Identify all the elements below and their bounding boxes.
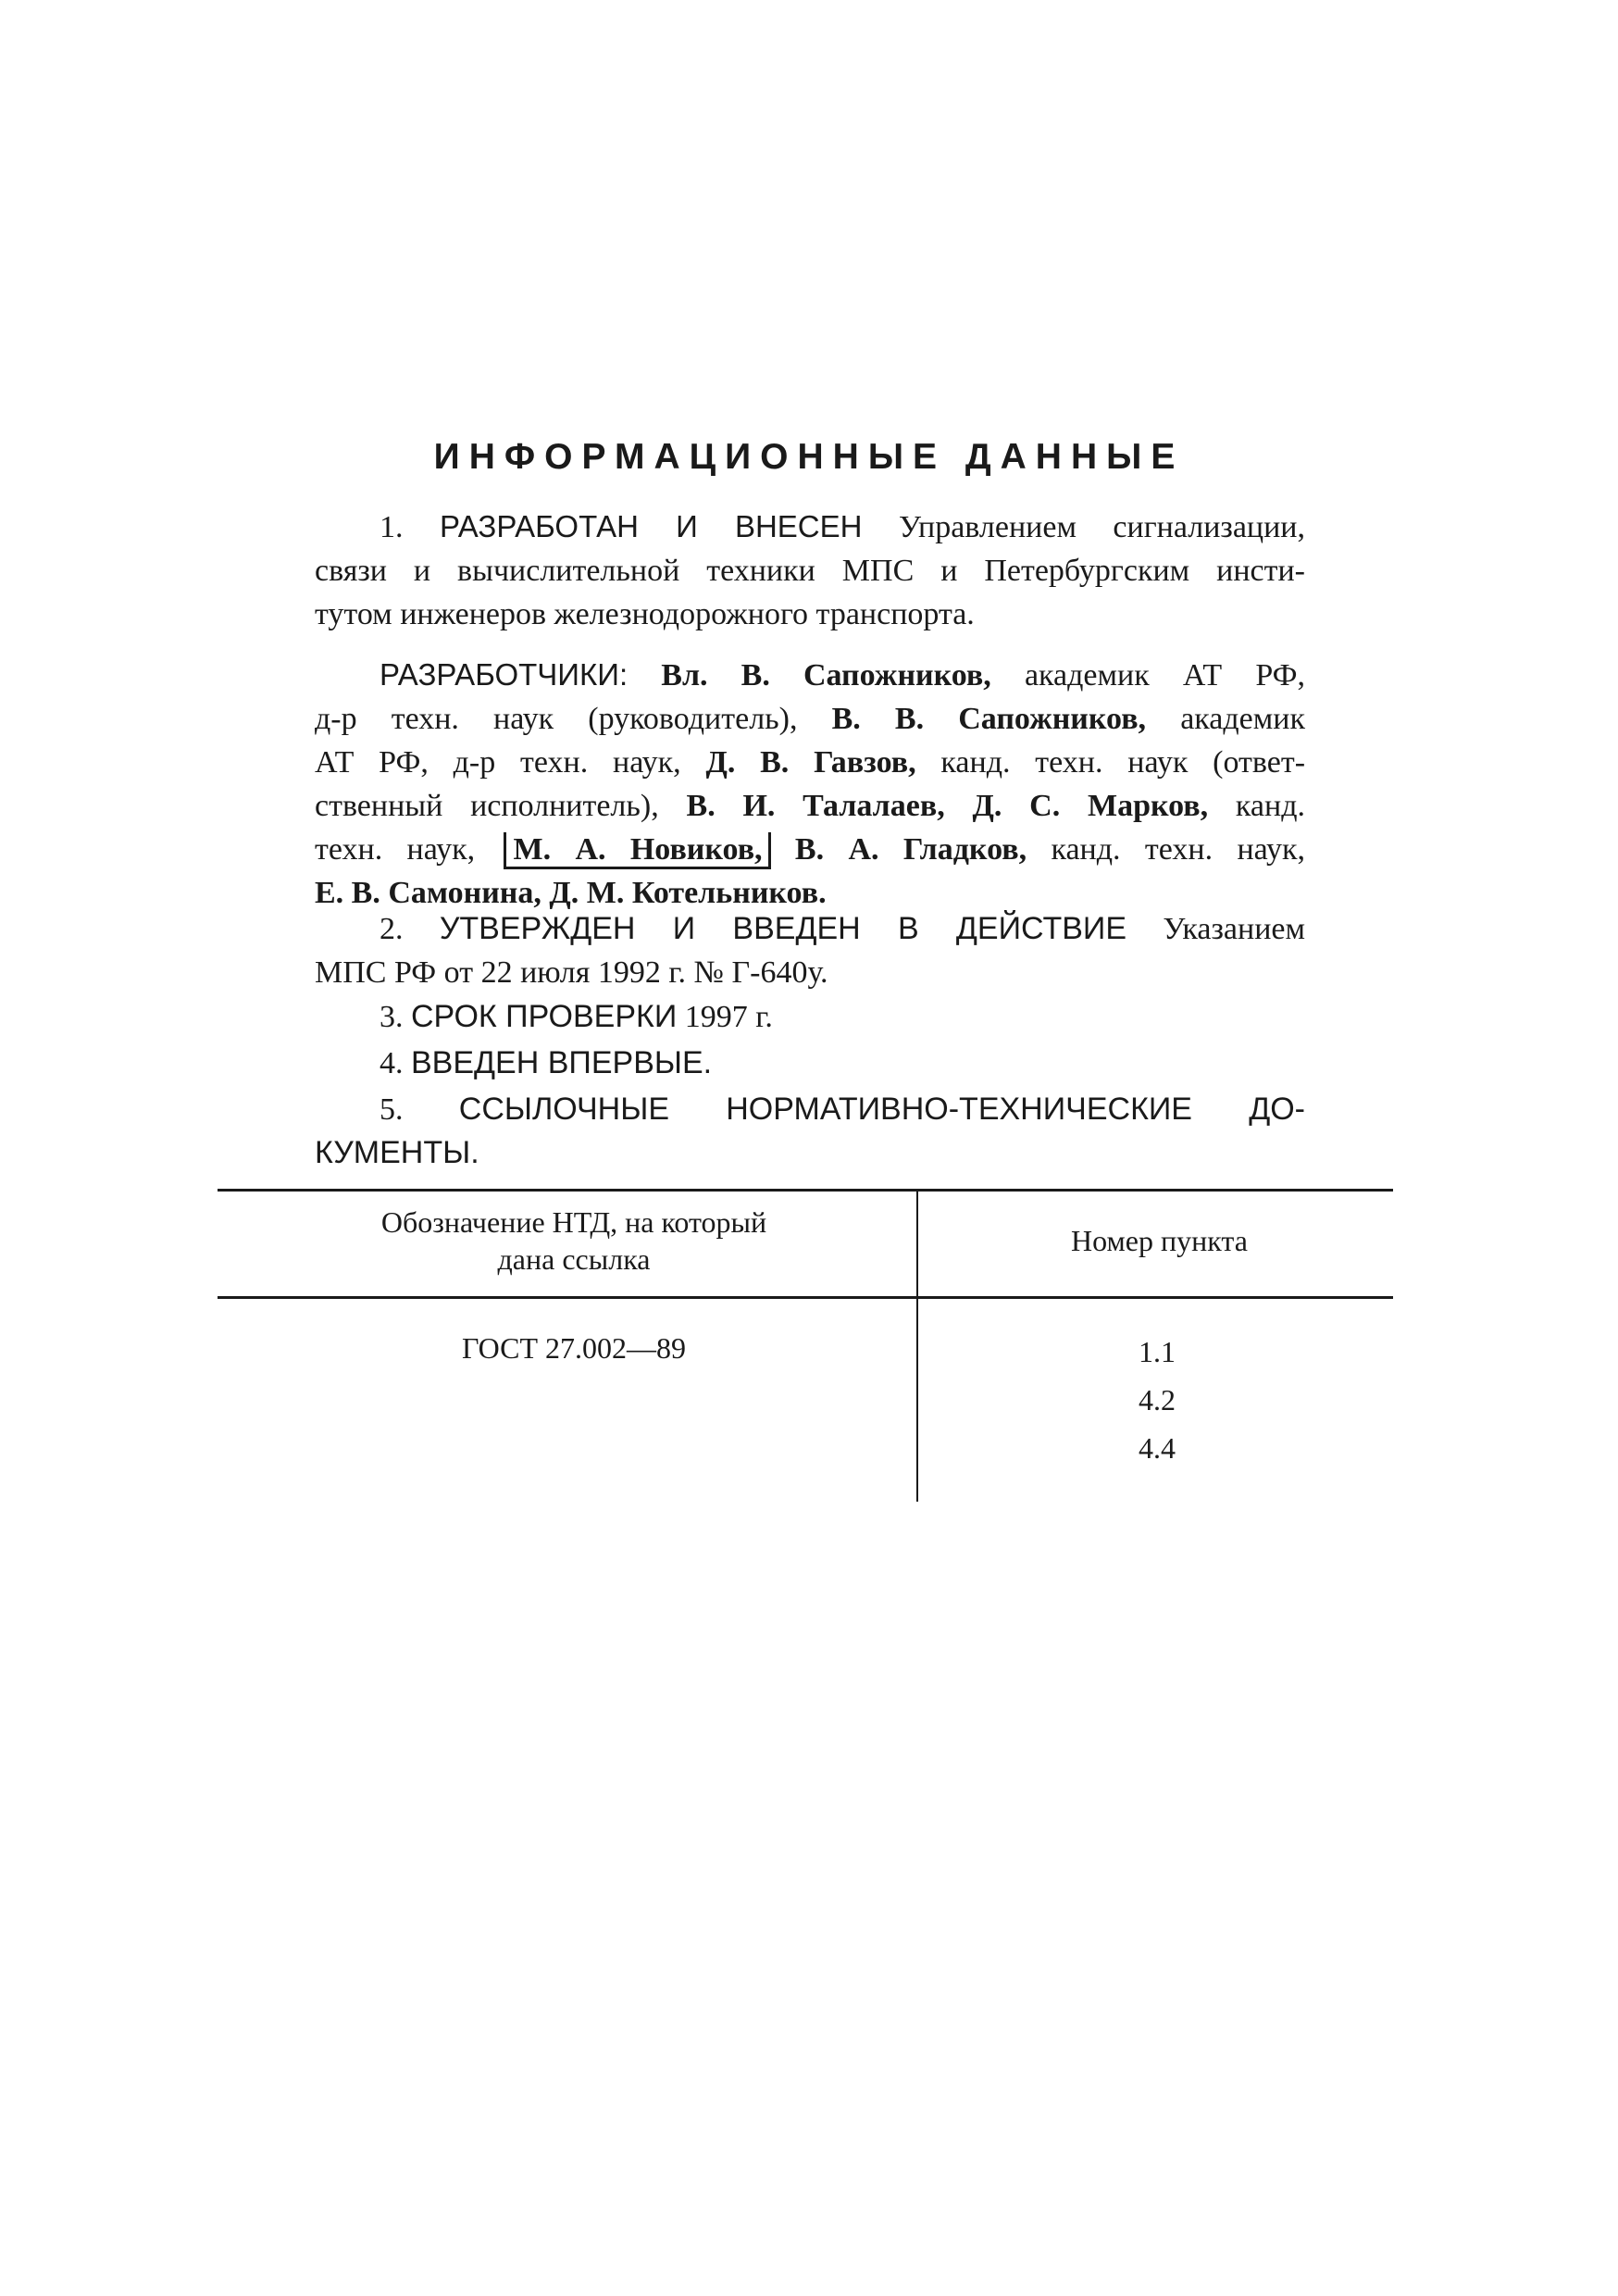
section-number: 5. bbox=[380, 1092, 404, 1127]
section-5 bbox=[315, 1088, 1305, 1175]
section-1-line-2: связи и вычислительной техники МПС и Петербургским инсти- bbox=[315, 554, 1305, 588]
section-5-line-2: КУМЕНТЫ. bbox=[315, 1135, 479, 1170]
developer-title: техн. наук, bbox=[315, 832, 476, 867]
section-heading: ССЫЛОЧНЫЕ НОРМАТИВНО-ТЕХНИЧЕСКИЕ ДО- bbox=[458, 1092, 1306, 1127]
developer-name: В. В. Сапожников, bbox=[831, 702, 1147, 736]
section-2-line-1 bbox=[315, 907, 1305, 951]
table-item-number: 4.4 bbox=[1139, 1431, 1176, 1465]
table-cell-document: ГОСТ 27.002—89 bbox=[461, 1331, 687, 1365]
section-3 bbox=[315, 995, 1305, 1039]
section-number: 3. bbox=[380, 1000, 404, 1034]
table-header-line: Обозначение НТД, на который bbox=[380, 1205, 767, 1239]
section-number: 4. bbox=[380, 1046, 404, 1080]
developer-title: канд. bbox=[1235, 789, 1306, 823]
developers-line-1 bbox=[315, 653, 1305, 697]
developers-line-4 bbox=[315, 784, 1305, 828]
developer-title: ственный исполнитель), bbox=[315, 789, 659, 823]
table-column-divider bbox=[916, 1191, 918, 1502]
developer-title: АТ РФ, д-р техн. наук, bbox=[315, 745, 681, 780]
developers-line-3 bbox=[315, 741, 1305, 784]
developer-name: В. А. Гладков, bbox=[794, 832, 1027, 867]
section-number: 1. bbox=[380, 510, 404, 544]
developers-line-5 bbox=[315, 828, 1305, 871]
section-heading: РАЗРАБОТАН И ВНЕСЕН bbox=[439, 509, 863, 543]
developer-name: Е. В. Самонина, Д. М. Котельников. bbox=[315, 876, 827, 910]
section-4 bbox=[315, 1042, 1305, 1085]
developer-name: Вл. В. Сапожников, bbox=[661, 658, 991, 693]
table-cell-items bbox=[1064, 1328, 1250, 1472]
section-number: 2. bbox=[380, 912, 404, 946]
section-1-line-3: тутом инженеров железнодорожного транспорта. bbox=[315, 597, 975, 631]
section-2 bbox=[315, 907, 1305, 994]
section-5-line-1 bbox=[315, 1088, 1305, 1131]
page-title: ИНФОРМАЦИОННЫЕ ДАННЫЕ bbox=[433, 437, 1185, 477]
section-heading: ВВЕДЕН ВПЕРВЫЕ. bbox=[411, 1045, 713, 1080]
deceased-developer-name-boxed: М. А. Новиков, bbox=[504, 832, 771, 869]
developers-line-2 bbox=[315, 697, 1305, 741]
section-2-line-2: МПС РФ от 22 июля 1992 г. № Г-640у. bbox=[315, 955, 828, 990]
developer-title: академик bbox=[1180, 702, 1305, 736]
section-1 bbox=[315, 505, 1305, 636]
section-heading: СРОК ПРОВЕРКИ bbox=[411, 999, 678, 1034]
developers-heading: РАЗРАБОТЧИКИ: bbox=[380, 657, 629, 692]
developer-title: канд. техн. наук (ответ- bbox=[940, 745, 1306, 780]
developer-name: В. И. Талалаев, Д. С. Марков, bbox=[686, 789, 1209, 823]
section-text: Управлением сигнализации, bbox=[898, 510, 1306, 544]
table-header-line: дана ссылка bbox=[497, 1242, 651, 1276]
section-heading: УТВЕРЖДЕН И ВВЕДЕН В ДЕЙСТВИЕ bbox=[439, 911, 1126, 946]
table-header-item-number: Номер пункта bbox=[1071, 1224, 1248, 1257]
developer-title: д-р техн. наук (руководитель), bbox=[315, 702, 798, 736]
section-1-line-1 bbox=[315, 505, 1305, 549]
developer-name: Д. В. Гавзов, bbox=[705, 745, 916, 780]
developers-section bbox=[315, 653, 1305, 915]
developer-title: канд. техн. наук, bbox=[1051, 832, 1306, 867]
table-item-number: 1.1 bbox=[1139, 1335, 1176, 1368]
table-header-document bbox=[278, 1204, 870, 1278]
table-top-rule bbox=[218, 1189, 1393, 1192]
developer-title: академик АТ РФ, bbox=[1024, 658, 1306, 693]
section-text: Указанием bbox=[1163, 912, 1306, 946]
table-header-rule bbox=[218, 1296, 1393, 1299]
table-item-number: 4.2 bbox=[1139, 1383, 1176, 1416]
section-text: 1997 г. bbox=[684, 1000, 773, 1034]
